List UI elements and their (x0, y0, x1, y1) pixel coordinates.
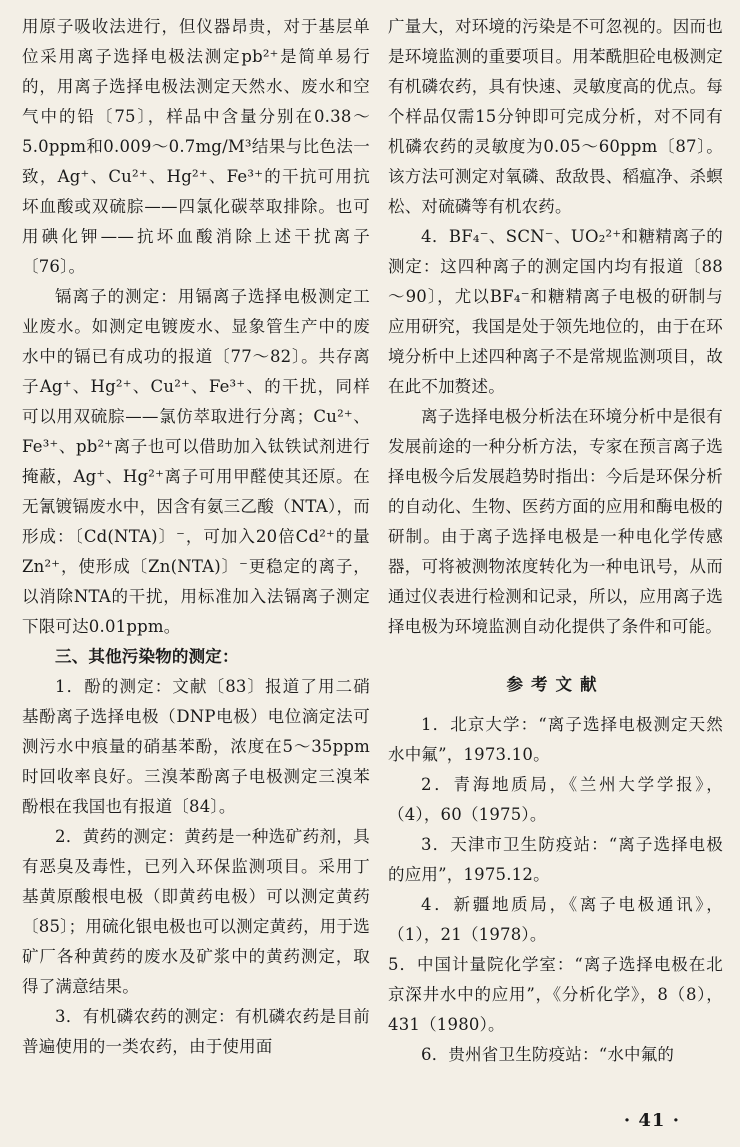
right-column (388, 12, 723, 1070)
reference-item: 3．天津市卫生防疫站：“离子选择电极的应用”，1975.12。 (388, 835, 723, 884)
paragraph-xanthate-measurement: 2．黄药的测定：黄药是一种选矿药剂，具有恶臭及毒性，已列入环保监测项目。采用丁基黄原酸根电极（即黄药电极）可以测定黄药〔85〕；用硫化银电极也可以测定黄药，用于选矿厂各种黄药的废水及矿浆中的黄药测定，取得了满意结果。 (22, 827, 370, 996)
reference-item: 4．新疆地质局，《离子电极通讯》，（1），21（1978）。 (388, 895, 723, 944)
paragraph-organophosphorus-measurement: 3．有机磷农药的测定：有机磷农药是目前普遍使用的一类农药，由于使用面 (22, 1007, 370, 1056)
paragraph-phenol-measurement: 1．酚的测定：文献〔83〕报道了用二硝基酚离子选择电极（DNP电极）电位滴定法可测污水中痕量的硝基苯酚，浓度在5～35ppm时回收率良好。三溴苯酚离子电极测定三溴苯酚根在我国也有报道〔84〕。 (22, 677, 370, 816)
reference-item: 2．青海地质局，《兰州大学学报》，（4），60（1975）。 (388, 775, 723, 824)
paragraph-conclusion: 离子选择电极分析法在环境分析中是很有发展前途的一种分析方法，专家在预言离子选择电极今后发展趋势时指出：今后是环保分析的自动化、生物、医药方面的应用和酶电极的研制。由于离子选择电极是一种电化学传感器，可将被测物浓度转化为一种电讯号，从而通过仪表进行检测和记录，所以，应用离子选择电极为环境监测自动化提供了条件和可能。 (388, 407, 723, 636)
reference-item: 1．北京大学：“离子选择电极测定天然水中氟”，1973.10。 (388, 715, 723, 764)
paragraph-lead-measurement: 用原子吸收法进行，但仪器昂贵，对于基层单位采用离子选择电极法测定pb²⁺是简单易行的，用离子选择电极法测定天然水、废水和空气中的铅〔75〕，样品中含量分别在0.38～5.0ppm和0.009～0.7mg/M³结果与比色法一致，Ag⁺、Cu²⁺、Hg²⁺、Fe³⁺的干抗可用抗坏血酸或双硫腙——四氯化碳萃取排除。也可用碘化钾——抗坏血酸消除上述干扰离子〔76〕。 (22, 17, 370, 276)
page-number: · 41 · (623, 1110, 680, 1131)
section-heading-other-pollutants: 三、其他污染物的测定： (55, 647, 239, 666)
references-title: 参考文献 (506, 675, 605, 694)
reference-item: 6．贵州省卫生防疫站：“水中氟的 (421, 1045, 675, 1064)
paragraph-cadmium-measurement: 镉离子的测定：用镉离子选择电极测定工业废水。如测定电镀废水、显象管生产中的废水中的镉已有成功的报道〔77～82〕。共存离子Ag⁺、Hg²⁺、Cu²⁺、Fe³⁺、的干扰，同样可以用双硫腙——氯仿萃取进行分离；Cu²⁺、Fe³⁺、pb²⁺离子也可以借助加入钛铁试剂进行掩蔽，Ag⁺、Hg²⁺离子可用甲醛使其还原。在无氰镀镉废水中，因含有氨三乙酸（NTA），而形成：〔Cd(NTA)〕⁻，可加入20倍Cd²⁺的量Zn²⁺，使形成〔Zn(NTA)〕⁻更稳定的离子，以消除NTA的干扰，用标准加入法镉离子测定下限可达0.01ppm。 (22, 287, 370, 636)
reference-item: 5．中国计量院化学室：“离子选择电极在北京深井水中的应用”，《分析化学》，8（8），431（1980）。 (388, 955, 723, 1034)
left-column (22, 12, 370, 1062)
references-list (388, 710, 723, 1070)
paragraph-organophosphorus-continued: 广量大，对环境的污染是不可忽视的。因而也是环境监测的重要项目。用苯酰胆砼电极测定有机磷农药，具有快速、灵敏度高的优点。每个样品仅需15分钟即可完成分析，对不同有机磷农药的灵敏度为0.05～60ppm〔87〕。该方法可测定对氧磷、敌敌畏、稻瘟净、杀螟松、对硫磷等有机农药。 (388, 17, 723, 216)
paragraph-four-ions-measurement: 4．BF₄⁻、SCN⁻、UO₂²⁺和糖精离子的测定：这四种离子的测定国内均有报道〔88～90〕，尤以BF₄⁻和糖精离子电极的研制与应用研究，我国是处于领先地位的，由于在环境分析中上述四种离子不是常规监测项目，故在此不加赘述。 (388, 227, 723, 396)
